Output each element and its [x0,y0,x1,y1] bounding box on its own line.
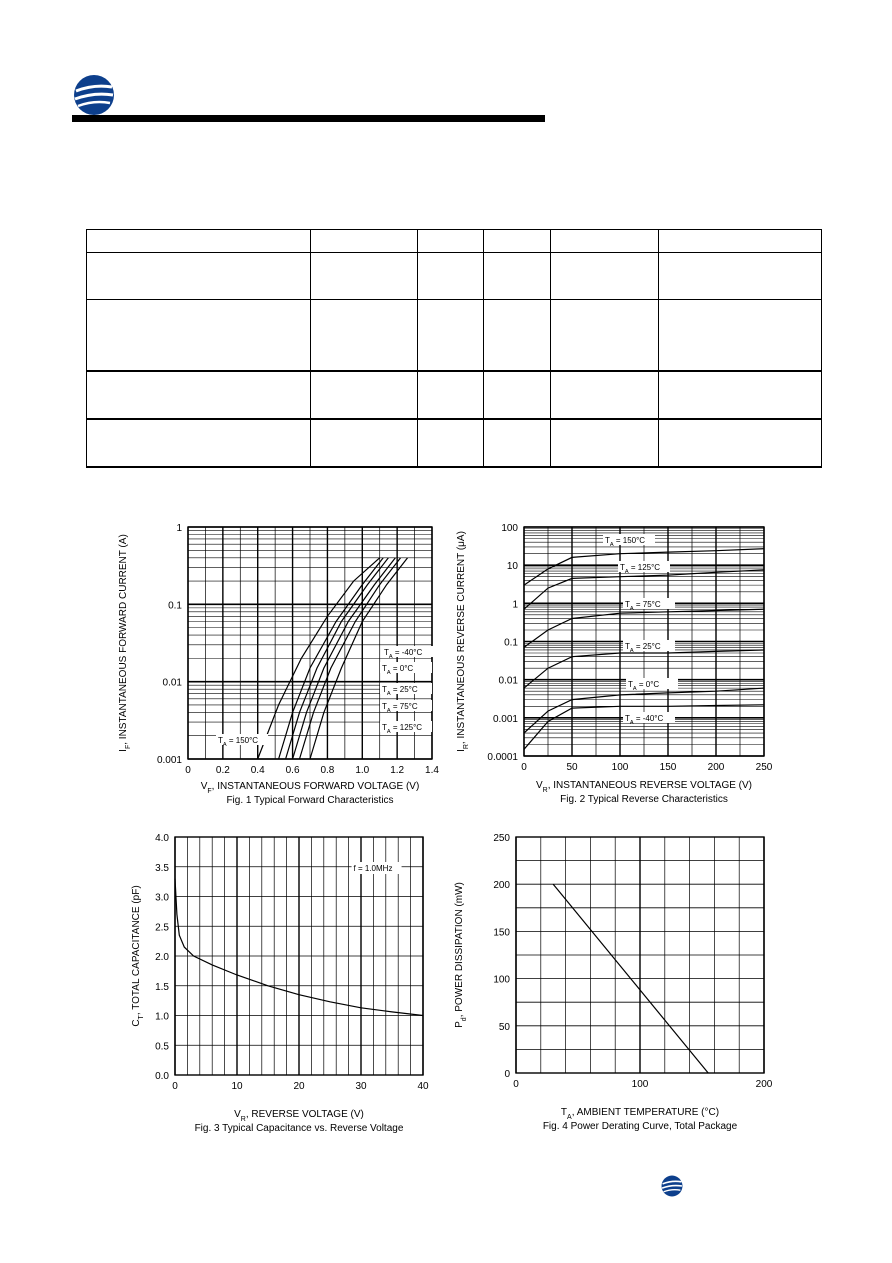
y-tick-label: 0.001 [156,755,182,766]
chart-fig3-capacitance [125,825,445,1140]
series-label: $T_A = 150^\circ C$ [605,536,646,548]
table-row [87,230,822,253]
x-axis-label: $T_A$, AMBIENT TEMPERATURE (°C) [560,1107,720,1121]
electrical-characteristics-table [86,229,822,468]
y-tick-label: 0.01 [498,675,518,687]
x-tick-label: 100 [611,762,629,773]
y-tick-label: 1 [176,523,182,534]
series-label: $T_A = 125^\circ C$ [620,563,661,575]
x-tick-label: 30 [355,1081,367,1092]
x-tick-label: 10 [231,1081,243,1092]
series-label: $T_A = -40^\circ C$ [625,714,664,726]
x-tick-label: 1.4 [425,765,439,776]
series-label: $T_A = 75^\circ C$ [382,702,418,714]
y-tick-label: 0.0 [155,1071,169,1082]
series-label: $T_A = -40^\circ C$ [384,648,423,660]
x-tick-label: 200 [707,762,725,773]
company-logo-footer [660,1175,684,1197]
x-tick-label: 0 [185,765,191,776]
y-tick-label: 10 [506,561,518,573]
table-row [87,300,822,372]
company-logo-header [72,74,116,116]
figure-caption: Fig. 2 Typical Reverse Characteristics [560,794,728,805]
x-tick-label: 0.6 [285,765,300,776]
y-tick-label: 1.5 [155,981,169,993]
y-tick-label: 0.01 [162,677,182,689]
x-tick-label: 1.0 [355,765,370,776]
x-tick-label: 0.4 [250,765,265,776]
x-tick-label: 40 [417,1081,429,1092]
y-tick-label: 0.5 [155,1041,169,1053]
x-tick-label: 150 [659,762,677,773]
y-axis-label: $P_d$, POWER DISSIPATION (mW) [454,882,468,1028]
y-tick-label: 4.0 [155,833,169,844]
figure-caption: Fig. 1 Typical Forward Characteristics [226,795,394,806]
y-tick-label: 1.0 [155,1011,169,1023]
y-tick-label: 0.0001 [487,752,518,763]
series-label: $T_A = 25^\circ C$ [625,642,661,654]
x-tick-label: 0 [172,1081,178,1092]
x-tick-label: 50 [566,762,578,773]
x-tick-label: 0 [513,1079,519,1090]
y-tick-label: 3.5 [155,862,169,874]
y-tick-label: 100 [501,523,518,534]
y-tick-label: 150 [493,927,510,939]
table-row [87,371,822,419]
x-axis-label: $V_R$, REVERSE VOLTAGE (V) [234,1109,364,1123]
y-axis-label: $I_R$, INSTANTANEOUS REVERSE CURRENT (μA) [456,531,470,752]
chart-fig1-forward-characteristics [110,515,460,810]
x-tick-label: 1.2 [390,765,405,776]
figure-caption: Fig. 3 Typical Capacitance vs. Reverse Voltage [194,1123,404,1134]
table-row [87,253,822,300]
y-tick-label: 250 [493,833,510,844]
y-axis-label: $I_F$, INSTANTANEOUS FORWARD CURRENT (A) [118,534,132,752]
frequency-annotation: f = 1.0MHz [353,864,393,873]
y-tick-label: 0.1 [168,600,182,612]
series-label: $T_A = 0^\circ C$ [382,664,414,676]
table-row [87,419,822,467]
y-tick-label: 100 [493,974,510,986]
y-tick-label: 2.5 [155,922,169,934]
x-tick-label: 250 [755,762,773,773]
y-tick-label: 200 [493,880,510,892]
y-tick-label: 3.0 [155,892,169,904]
series-label: $T_A = 0^\circ C$ [628,680,660,692]
y-tick-label: 1 [512,599,518,611]
y-axis-label: $C_T$, TOTAL CAPACITANCE (pF) [131,885,145,1027]
y-tick-label: 0.1 [504,637,518,649]
chart-fig2-reverse-characteristics [450,515,790,810]
header-rule [72,115,545,122]
y-tick-label: 0 [504,1069,510,1080]
x-axis-label: $V_R$, INSTANTANEOUS REVERSE VOLTAGE (V) [535,780,753,794]
figure-caption: Fig. 4 Power Derating Curve, Total Package [542,1121,738,1132]
x-tick-label: 100 [631,1079,649,1090]
series-label: $T_A = 25^\circ C$ [382,685,418,697]
x-tick-label: 0 [521,762,527,773]
y-tick-label: 0.001 [492,713,518,725]
x-tick-label: 0.2 [215,765,230,776]
series-label: $T_A = 75^\circ C$ [625,600,661,612]
x-tick-label: 20 [293,1081,305,1092]
y-tick-label: 50 [498,1021,510,1033]
series-label: $T_A = 125^\circ C$ [382,723,423,735]
x-axis-label: $V_F$, INSTANTANEOUS FORWARD VOLTAGE (V) [200,781,420,795]
series-label: $T_A = 150^\circ C$ [218,736,259,748]
chart-fig4-power-derating [450,825,790,1140]
x-tick-label: 200 [755,1079,773,1090]
y-tick-label: 2.0 [155,952,169,963]
x-tick-label: 0.8 [320,765,335,776]
